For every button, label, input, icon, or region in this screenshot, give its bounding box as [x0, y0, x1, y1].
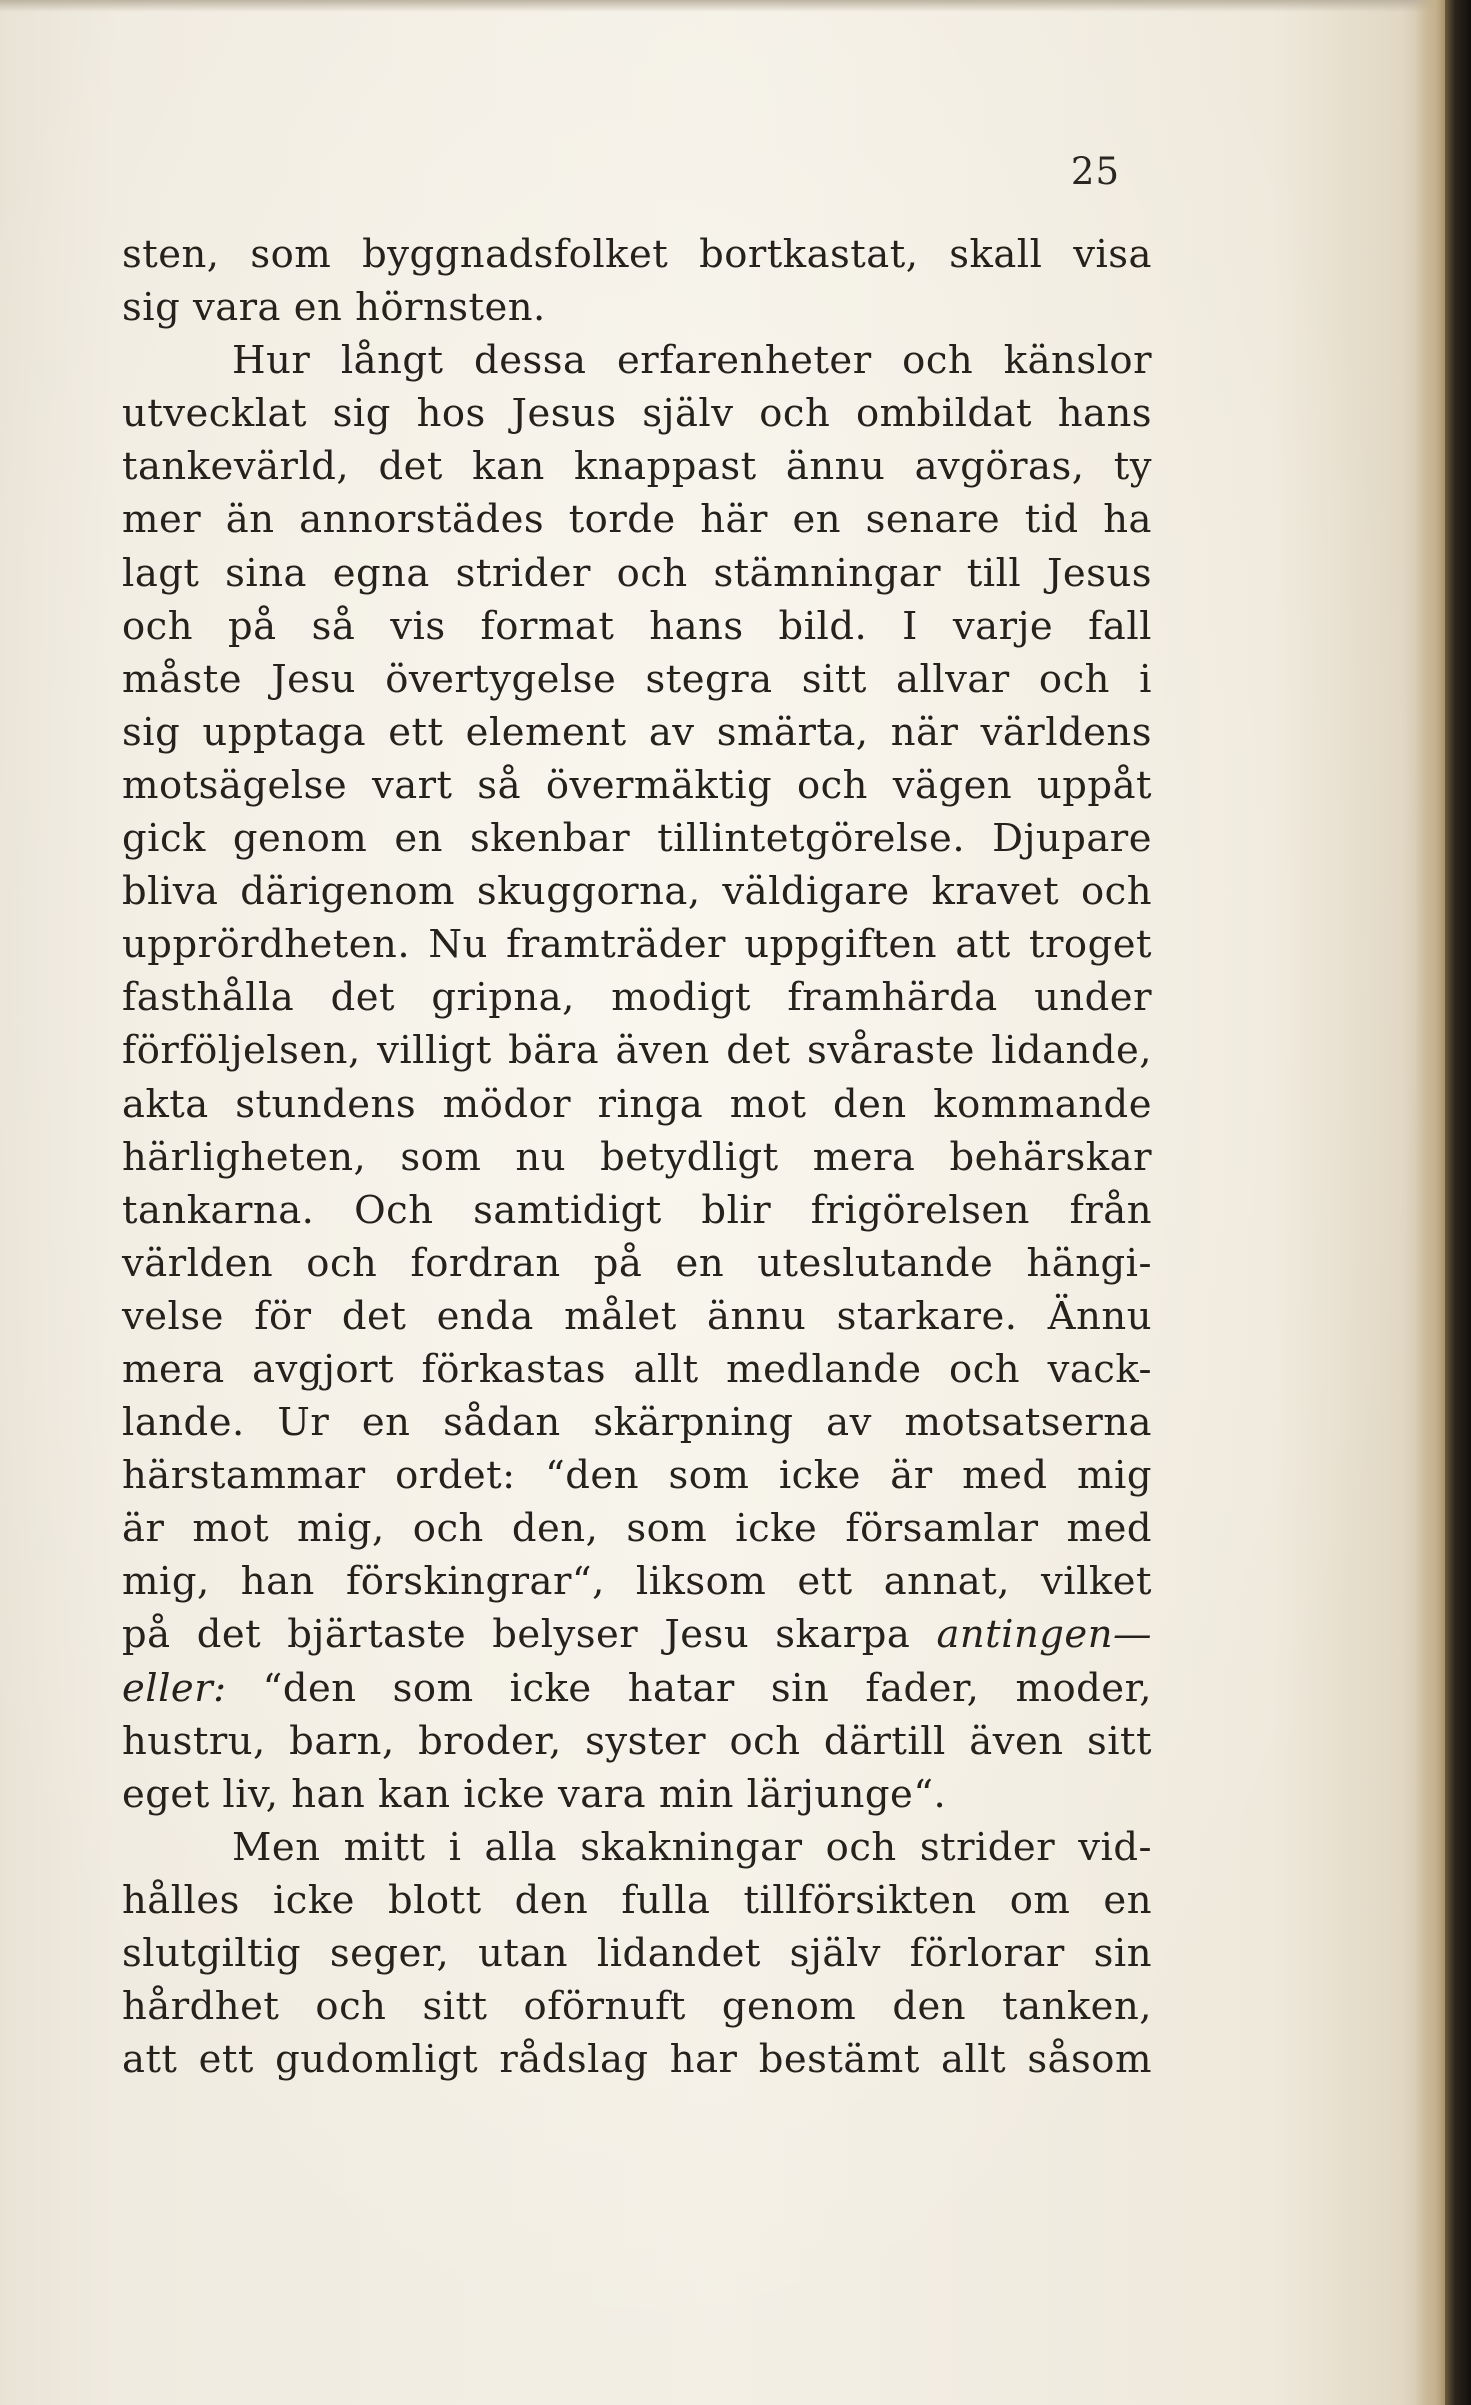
text-line-34: hårdhet och sitt oförnuft genom den tanken,	[122, 1984, 1152, 2030]
text-line-28-roman: “den som icke hatar sin fader, moder,	[262, 1665, 1152, 1711]
text-line-30: eget liv, han kan icke vara min lärjunge“.	[122, 1771, 947, 1817]
book-binding-edge	[1445, 0, 1471, 2405]
text-line-4: utvecklat sig hos Jesus själv och ombildat hans	[122, 391, 1152, 437]
text-line-19: tankarna. Och samtidigt blir frigörelsen från	[122, 1187, 1152, 1233]
text-line-21: velse för det enda målet ännu starkare. Ännu	[122, 1293, 1152, 1339]
text-line-15: fasthålla det gripna, modigt framhärda under	[122, 975, 1152, 1021]
text-line-27-italic: antingen—	[936, 1612, 1152, 1658]
text-line-20: världen och fordran på en uteslutande hängi-	[122, 1240, 1152, 1286]
text-line-12: gick genom en skenbar tillintetgörelse. Djupare	[122, 816, 1152, 862]
page-right-shading	[1415, 0, 1445, 2405]
text-line-8: och på så vis format hans bild. I varje fall	[122, 603, 1152, 649]
text-line-27	[122, 1608, 1152, 1661]
text-line-18: härligheten, som nu betydligt mera behärskar	[122, 1134, 1152, 1180]
text-line-7: lagt sina egna strider och stämningar till Jesus	[122, 550, 1152, 596]
text-line-14: upprördheten. Nu framträder uppgiften att troget	[122, 922, 1152, 968]
text-line-28-italic: eller:	[122, 1665, 227, 1711]
text-line-23: lande. Ur en sådan skärpning av motsatserna	[122, 1400, 1152, 1446]
text-line-6: mer än annorstädes torde här en senare tid ha	[122, 497, 1152, 543]
text-line-28	[122, 1662, 1152, 1715]
text-line-24: härstammar ordet: “den som icke är med mig	[122, 1453, 1152, 1499]
text-line-22: mera avgjort förkastas allt medlande och vack-	[122, 1346, 1152, 1392]
text-line-25: är mot mig, och den, som icke församlar med	[122, 1506, 1152, 1552]
text-line-3: Hur långt dessa erfarenheter och känslor	[232, 338, 1152, 384]
text-line-32: hålles icke blott den fulla tillförsikten om en	[122, 1877, 1152, 1923]
text-line-27-roman: på det bjärtaste belyser Jesu skarpa	[122, 1612, 911, 1658]
text-line-5: tankevärld, det kan knappast ännu avgöras, ty	[122, 444, 1152, 490]
text-line-2: sig vara en hörnsten.	[122, 285, 546, 331]
page-top-shadow	[0, 0, 1445, 12]
text-line-29: hustru, barn, broder, syster och därtill även sitt	[122, 1718, 1152, 1764]
text-line-16: förföljelsen, villigt bära även det svåraste lidande,	[122, 1028, 1152, 1074]
text-line-31: Men mitt i alla skakningar och strider vid-	[232, 1824, 1152, 1870]
text-line-1: sten, som byggnadsfolket bortkastat, skall visa	[122, 232, 1152, 277]
text-line-13: bliva därigenom skuggorna, väldigare kravet och	[122, 869, 1152, 915]
text-line-26: mig, han förskingrar“, liksom ett annat, vilket	[122, 1559, 1152, 1605]
text-line-35: att ett gudomligt rådslag har bestämt allt såsom	[122, 2037, 1152, 2083]
body-text	[122, 228, 1152, 2086]
text-line-11: motsägelse vart så övermäktig och vägen uppåt	[122, 762, 1152, 808]
page-number: 25	[1070, 150, 1120, 193]
text-line-33: slutgiltig seger, utan lidandet själv förlorar sin	[122, 1931, 1152, 1976]
text-line-10: sig upptaga ett element av smärta, när världens	[122, 709, 1152, 755]
text-line-17: akta stundens mödor ringa mot den kommande	[122, 1081, 1152, 1127]
text-line-9: måste Jesu övertygelse stegra sitt allvar och i	[122, 656, 1152, 702]
